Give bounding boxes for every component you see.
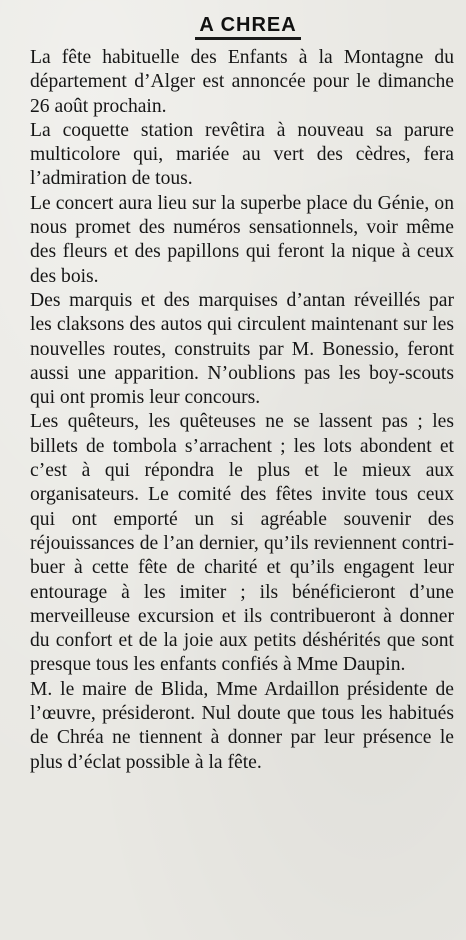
article-title: A CHREA: [195, 14, 300, 40]
article-paragraph-2: La coquette station revêtira à nouveau sa parure multicolore qui, mariée au vert des cèdres, fera l’admiration de tous.: [30, 119, 454, 190]
article-paragraph-5: Les quêteurs, les quêteuses ne se lassent pas ; les billets de tombola s’arrachent ; les lots abondent et c’est à qui répondra le plus et le mieux aux organisateurs. Le comité des fêtes invite tous ceux qui ont emporté un si agréable souvenir des réjouissances de l’an dernier, qu’ils reviennent contribuer à cette fête de charité et qu’ils engagent leur entourage à les imiter ; ils bénéficieront d’une merveilleuse excursion et ils contribueront à donner du confort et de la joie aux petits déshérités que sont presque tous les enfants confiés à Mme Daupin.: [30, 411, 454, 676]
article-body: [30, 46, 454, 775]
title-block: [30, 14, 454, 40]
article-paragraph-1: La fête habituelle des Enfants à la Montagne du département d’Alger est annoncée pour le dimanche 26 août prochain.: [30, 47, 454, 117]
article-paragraph-3: Le concert aura lieu sur la superbe place du Génie, on nous promet des numéros sensationnels, voir même des fleurs et des papillons qui feront la nique à ceux des bois.: [30, 192, 454, 287]
article-paragraph-4: Des marquis et des marquises d’antan réveillés par les claksons des autos qui circulent maintenant sur les nouvelles routes, construits par M. Bonessio, feront aussi une apparition. N’oublions pas les boy-scouts qui ont promis leur concours.: [30, 289, 454, 409]
article-paragraph-6: M. le maire de Blida, Mme Ardaillon présidente de l’œuvre, présideront. Nul doute que tous les habitués de Chréa ne tiennent à donner par leur présence le plus d’éclat possible à la fête.: [30, 678, 454, 773]
